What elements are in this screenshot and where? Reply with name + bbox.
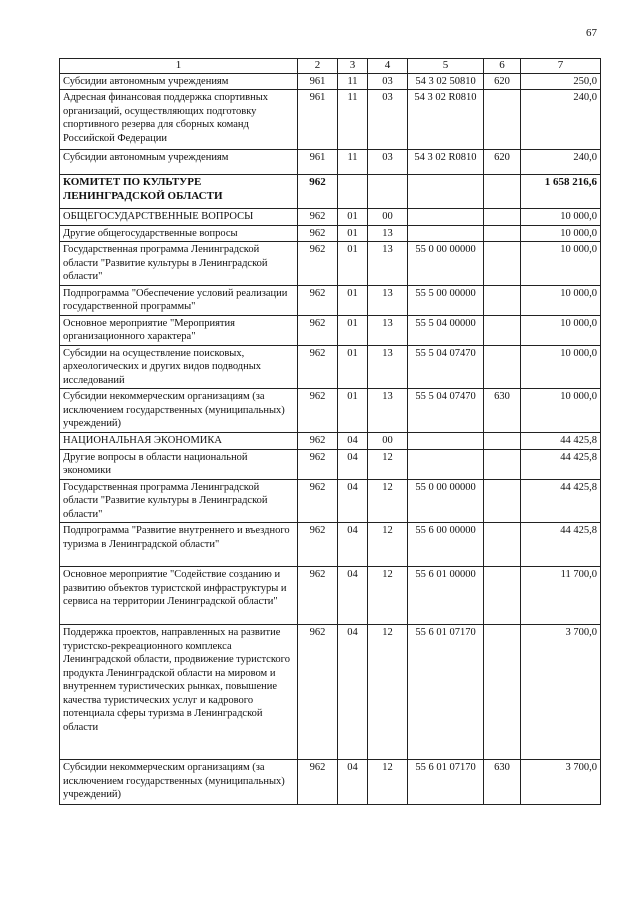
- expense-type-code: [484, 175, 521, 209]
- item-name: Субсидии некоммерческим организациям (за исключением государственных (муниципальных) учреждений): [60, 389, 298, 433]
- page-number: 67: [586, 27, 597, 39]
- table-row: [60, 433, 601, 450]
- amount: 10 000,0: [521, 285, 601, 315]
- amount: 10 000,0: [521, 345, 601, 389]
- expense-type-code: [484, 225, 521, 242]
- subsection-code: 12: [368, 449, 408, 479]
- target-article-code: 55 5 00 00000: [408, 285, 484, 315]
- section-code: 01: [338, 315, 368, 345]
- header-row: [60, 59, 601, 74]
- section-code: 11: [338, 150, 368, 175]
- expense-type-code: 630: [484, 389, 521, 433]
- item-name: Государственная программа Ленинградской области "Развитие культуры в Ленинградской области": [60, 479, 298, 523]
- ministry-code: 962: [298, 625, 338, 760]
- expense-type-code: [484, 345, 521, 389]
- subsection-code: 13: [368, 315, 408, 345]
- section-code: 04: [338, 760, 368, 805]
- item-name: Подпрограмма "Обеспечение условий реализации государственной программы": [60, 285, 298, 315]
- expense-type-code: [484, 567, 521, 625]
- subsection-code: 13: [368, 389, 408, 433]
- expense-type-code: [484, 433, 521, 450]
- subsection-code: 12: [368, 479, 408, 523]
- amount: 240,0: [521, 90, 601, 150]
- header-cell: 6: [484, 59, 521, 74]
- header-cell: 4: [368, 59, 408, 74]
- ministry-code: 962: [298, 433, 338, 450]
- section-code: 11: [338, 73, 368, 90]
- amount: 10 000,0: [521, 389, 601, 433]
- table-row: [60, 285, 601, 315]
- amount: 10 000,0: [521, 315, 601, 345]
- section-code: 01: [338, 389, 368, 433]
- ministry-code: 962: [298, 479, 338, 523]
- target-article-code: 55 6 01 07170: [408, 760, 484, 805]
- expense-type-code: [484, 625, 521, 760]
- ministry-code: 962: [298, 449, 338, 479]
- amount: 10 000,0: [521, 242, 601, 286]
- ministry-code: 962: [298, 523, 338, 567]
- item-name: Другие общегосударственные вопросы: [60, 225, 298, 242]
- subsection-code: 12: [368, 760, 408, 805]
- subsection-code: 12: [368, 523, 408, 567]
- item-name: Государственная программа Ленинградской области "Развитие культуры в Ленинградской области": [60, 242, 298, 286]
- ministry-code: 962: [298, 225, 338, 242]
- expense-type-code: [484, 209, 521, 226]
- section-code: [338, 175, 368, 209]
- ministry-code: 962: [298, 175, 338, 209]
- subsection-code: 13: [368, 225, 408, 242]
- table-row: [60, 345, 601, 389]
- ministry-code: 961: [298, 90, 338, 150]
- item-name: ОБЩЕГОСУДАРСТВЕННЫЕ ВОПРОСЫ: [60, 209, 298, 226]
- item-name: Субсидии на осуществление поисковых, археологических и других видов подводных исследований: [60, 345, 298, 389]
- target-article-code: 55 6 01 07170: [408, 625, 484, 760]
- amount: 10 000,0: [521, 225, 601, 242]
- amount: 3 700,0: [521, 625, 601, 760]
- target-article-code: 54 3 02 50810: [408, 73, 484, 90]
- section-code: 01: [338, 209, 368, 226]
- table-row: [60, 625, 601, 760]
- amount: 10 000,0: [521, 209, 601, 226]
- amount: 3 700,0: [521, 760, 601, 805]
- ministry-code: 961: [298, 150, 338, 175]
- section-code: 01: [338, 242, 368, 286]
- item-name: Основное мероприятие "Содействие созданию и развитию объектов туристской инфраструктуры и сервиса на территории Ленинградской области": [60, 567, 298, 625]
- amount: 250,0: [521, 73, 601, 90]
- amount: 44 425,8: [521, 523, 601, 567]
- expense-type-code: [484, 479, 521, 523]
- ministry-code: 962: [298, 567, 338, 625]
- header-cell: 7: [521, 59, 601, 74]
- target-article-code: 55 5 04 07470: [408, 345, 484, 389]
- table-row: [60, 175, 601, 209]
- subsection-code: 03: [368, 90, 408, 150]
- expense-type-code: [484, 523, 521, 567]
- subsection-code: 00: [368, 433, 408, 450]
- expense-type-code: [484, 285, 521, 315]
- item-name: Субсидии некоммерческим организациям (за исключением государственных (муниципальных) учреждений): [60, 760, 298, 805]
- section-code: 01: [338, 345, 368, 389]
- ministry-code: 962: [298, 209, 338, 226]
- section-code: 01: [338, 225, 368, 242]
- table-row: [60, 567, 601, 625]
- target-article-code: 55 6 01 00000: [408, 567, 484, 625]
- target-article-code: [408, 225, 484, 242]
- amount: 44 425,8: [521, 449, 601, 479]
- target-article-code: [408, 175, 484, 209]
- expense-type-code: [484, 90, 521, 150]
- expense-type-code: 620: [484, 150, 521, 175]
- target-article-code: 55 0 00 00000: [408, 479, 484, 523]
- target-article-code: [408, 449, 484, 479]
- target-article-code: 54 3 02 R0810: [408, 150, 484, 175]
- table-row: [60, 449, 601, 479]
- header-cell: 1: [60, 59, 298, 74]
- amount: 11 700,0: [521, 567, 601, 625]
- subsection-code: 03: [368, 73, 408, 90]
- target-article-code: 55 0 00 00000: [408, 242, 484, 286]
- table-row: [60, 150, 601, 175]
- subsection-code: [368, 175, 408, 209]
- table-row: [60, 90, 601, 150]
- expense-type-code: 620: [484, 73, 521, 90]
- table-row: [60, 73, 601, 90]
- target-article-code: 54 3 02 R0810: [408, 90, 484, 150]
- target-article-code: [408, 433, 484, 450]
- table-row: [60, 389, 601, 433]
- table-row: [60, 225, 601, 242]
- table-row: [60, 242, 601, 286]
- item-name: Основное мероприятие "Мероприятия организационного характера": [60, 315, 298, 345]
- subsection-code: 00: [368, 209, 408, 226]
- target-article-code: [408, 209, 484, 226]
- item-name: Субсидии автономным учреждениям: [60, 150, 298, 175]
- amount: 44 425,8: [521, 479, 601, 523]
- item-name: КОМИТЕТ ПО КУЛЬТУРЕ ЛЕНИНГРАДСКОЙ ОБЛАСТИ: [60, 175, 298, 209]
- expense-type-code: [484, 242, 521, 286]
- header-cell: 3: [338, 59, 368, 74]
- subsection-code: 13: [368, 242, 408, 286]
- ministry-code: 962: [298, 242, 338, 286]
- target-article-code: 55 6 00 00000: [408, 523, 484, 567]
- section-code: 04: [338, 523, 368, 567]
- item-name: Адресная финансовая поддержка спортивных организаций, осуществляющих подготовку спортивного резерва для сборных команд Российской Федерации: [60, 90, 298, 150]
- item-name: Другие вопросы в области национальной экономики: [60, 449, 298, 479]
- section-code: 04: [338, 567, 368, 625]
- table-row: [60, 760, 601, 805]
- ministry-code: 962: [298, 345, 338, 389]
- section-code: 04: [338, 625, 368, 760]
- subsection-code: 13: [368, 285, 408, 315]
- ministry-code: 961: [298, 73, 338, 90]
- subsection-code: 12: [368, 625, 408, 760]
- section-code: 01: [338, 285, 368, 315]
- ministry-code: 962: [298, 389, 338, 433]
- table-row: [60, 209, 601, 226]
- expense-type-code: [484, 449, 521, 479]
- item-name: Субсидии автономным учреждениям: [60, 73, 298, 90]
- budget-table: [59, 58, 601, 805]
- section-code: 04: [338, 433, 368, 450]
- expense-type-code: [484, 315, 521, 345]
- subsection-code: 12: [368, 567, 408, 625]
- table-row: [60, 479, 601, 523]
- amount: 240,0: [521, 150, 601, 175]
- target-article-code: 55 5 04 00000: [408, 315, 484, 345]
- header-cell: 2: [298, 59, 338, 74]
- table-row: [60, 523, 601, 567]
- header-cell: 5: [408, 59, 484, 74]
- amount: 1 658 216,6: [521, 175, 601, 209]
- ministry-code: 962: [298, 760, 338, 805]
- section-code: 04: [338, 449, 368, 479]
- target-article-code: 55 5 04 07470: [408, 389, 484, 433]
- ministry-code: 962: [298, 285, 338, 315]
- item-name: Подпрограмма "Развитие внутреннего и въездного туризма в Ленинградской области": [60, 523, 298, 567]
- section-code: 11: [338, 90, 368, 150]
- item-name: Поддержка проектов, направленных на развитие туристско-рекреационного комплекса Ленинградской области, продвижение туристского продукта Ленинградской области на мировом и внутреннем туристических рынках, повышение качества туристических услуг и кадрового потенциала сферы туризма в Ленинградской области: [60, 625, 298, 760]
- subsection-code: 13: [368, 345, 408, 389]
- expense-type-code: 630: [484, 760, 521, 805]
- item-name: НАЦИОНАЛЬНАЯ ЭКОНОМИКА: [60, 433, 298, 450]
- amount: 44 425,8: [521, 433, 601, 450]
- subsection-code: 03: [368, 150, 408, 175]
- section-code: 04: [338, 479, 368, 523]
- table-row: [60, 315, 601, 345]
- ministry-code: 962: [298, 315, 338, 345]
